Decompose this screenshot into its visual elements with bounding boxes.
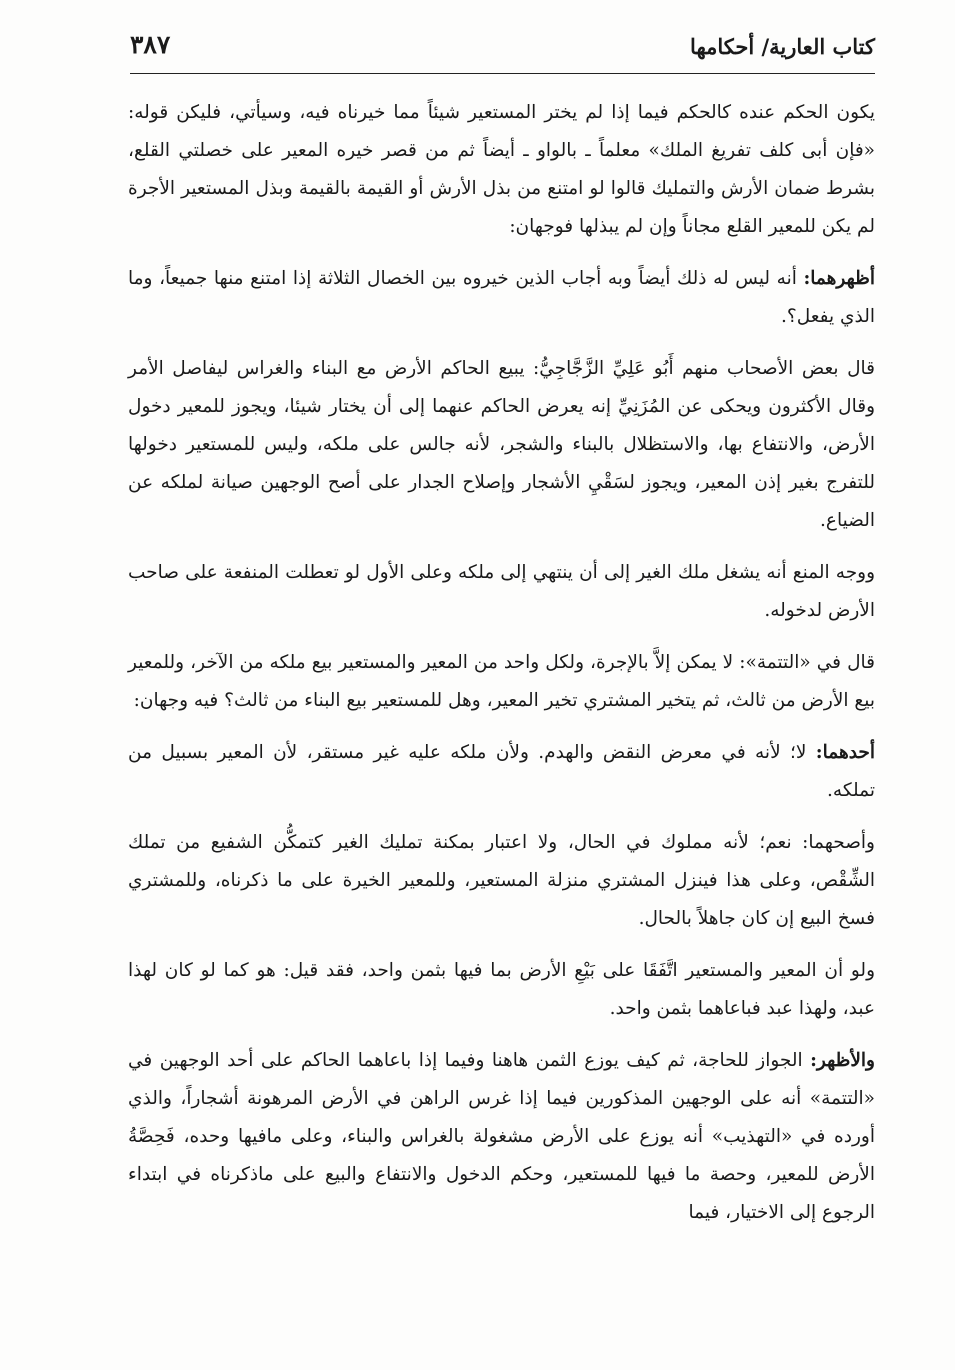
paragraph-text: ولو أن المعير والمستعير اتَّفَقَا على بَيْعِ الأرض بما فيها بثمن واحد، فقد قيل: هو كما لو كان لهذا عبد، ولهذا عبد فباعاهما بثمن واحد.: [128, 960, 875, 1019]
page-header: [130, 30, 875, 74]
paragraph: [128, 260, 875, 336]
paragraph-text: قال بعض الأصحاب منهم أَبُو عَلِيِّ الزَّجَّاجِيُّ: يبيع الحاكم الأرض مع البناء والغراس ليفاصل الأمر وقال الأكثرون ويحكى عن المُزَنِيِّ إنه يعرض الحاكم عنهما إلى أن يختار شيئا، ويجوز للمعير دخول الأرض، والانتفاع بها، والاستظلال بالبناء والشجر، لأنه جالس على ملكه، وليس للمستعير دخولها للتفرج بغير إذن المعير، ويجوز لسَقْيِ الأشجار وإصلاح الجدار على أصح الوجهين صيانة لملكه عن الضياع.: [128, 358, 875, 531]
paragraph-lead: والأظهر:: [810, 1050, 875, 1071]
running-title: كتاب العارية/ أحكامها: [690, 34, 875, 59]
header-divider: [130, 73, 875, 74]
paragraph-text: ووجه المنع أنه يشغل ملك الغير إلى أن ينتهي إلى ملكه وعلى الأول لو تعطلت المنفعة على صاحب الأرض لدخوله.: [128, 562, 875, 621]
paragraph: [128, 824, 875, 938]
paragraph-text: يكون الحكم عنده كالحكم فيما إذا لم يختر المستعير شيئاً مما خيرناه فيه، وسيأتي، فليكن قوله: «فإن أبى كلف تفريغ الملك» معلماً ـ بالواو ـ أيضاً ثم من قصر خيره المعير على خصلتي القلع، بشرط ضمان الأرش والتمليك قالوا لو امتنع من بذل الأرش أو القيمة بالقيمة وبذل المستعير الأجرة لم يكن للمعير القلع مجاناً وإن لم يبذلها فوجهان:: [128, 102, 875, 237]
paragraph-text: قال في «التتمة»: لا يمكن إلاَّ بالإجرة، ولكل واحد من المعير والمستعير بيع ملكه من الآخر، وللمعير بيع الأرض من ثالث، ثم يتخير المشتري تخير المعير، وهل للمستعير بيع البناء من ثالث؟ فيه وجهان:: [128, 652, 875, 711]
paragraph: [128, 1042, 875, 1232]
paragraph-text: لا؛ لأنه في معرض النقض والهدم. ولأن ملكه عليه غير مستقر، لأن المعير بسبيل من تملكه.: [128, 742, 875, 801]
paragraph: [128, 350, 875, 540]
paragraph-text: الجواز للحاجة، ثم كيف يوزع الثمن هاهنا وفيما إذا باعاهما الحاكم على أحد الوجهين في «التتمة» أنه على الوجهين المذكورين فيما إذا غرس الراهن في الأرض المرهونة أشجاراً، والذي أورده في «التهذيب» أنه يوزع على الأرض مشغولة بالغراس والبناء، وعلى مافيها وحده، فَحِصَّةُ الأرض للمعير، وحصة ما فيها للمستعير، وحكم الدخول والانتفاع والبيع على ماذكرناه في ابتداء الرجوع إلى الاختيار، فيما: [128, 1050, 875, 1223]
paragraph-lead: أحدهما:: [815, 742, 875, 763]
page-number: ٣٨٧: [130, 30, 171, 59]
body-text: [128, 94, 875, 1246]
paragraph-text: أنه ليس له ذلك أيضاً وبه أجاب الذين خيروه بين الخصال الثلاثة إذا امتنع منها جميعاً، وما الذي يفعل؟.: [128, 268, 875, 327]
paragraph: [128, 952, 875, 1028]
paragraph: [128, 644, 875, 720]
paragraph: [128, 734, 875, 810]
paragraph: [128, 554, 875, 630]
paragraph-lead: أظهرهما:: [803, 268, 875, 289]
paragraph-text: وأصحهما: نعم؛ لأنه مملوك في الحال، ولا اعتبار بمكنة تمليك الغير كتمكُّن الشفيع من تملك الشِّقْص، وعلى هذا فينزل المشتري منزلة المستعير، وللمعير الخيرة على ما ذكرناه، وللمشتري فسخ البيع إن كان جاهلاً بالحال.: [128, 832, 875, 929]
paragraph: [128, 94, 875, 246]
